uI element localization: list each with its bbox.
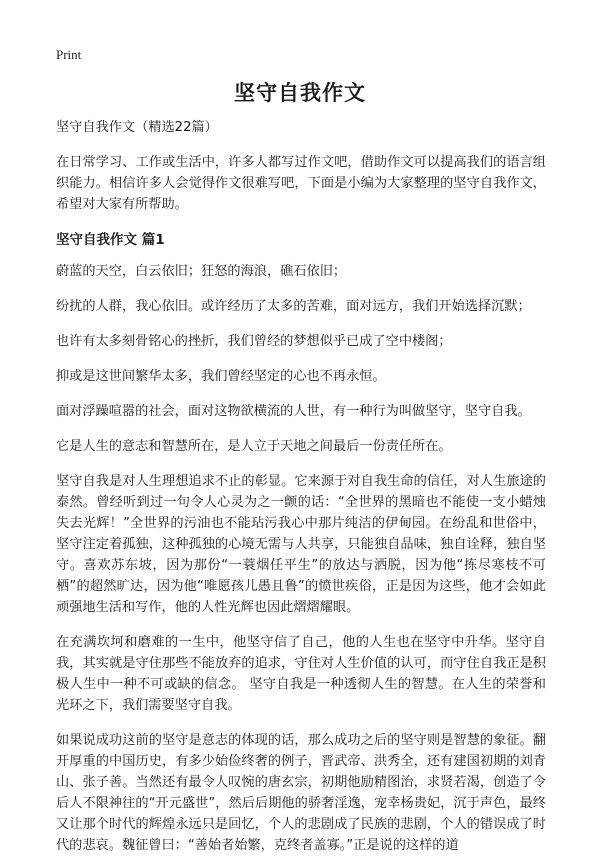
article-body: [56, 117, 546, 865]
paragraph: 面对浮躁喧嚣的社会，面对这物欲横流的人世，有一种行为叫做坚守，坚守自我。: [56, 404, 531, 419]
print-link[interactable]: Print: [56, 47, 82, 62]
paragraph: 它是人生的意志和智慧所在，是人立于天地之间最后一份责任所在。: [56, 439, 452, 454]
intro-paragraph: 在日常学习、工作或生活中，许多人都写过作文吧，借助作文可以提高我们的语言组织能力。相信许多人会觉得作文很难写吧，下面是小编为大家整理的坚守自我作文，希望对大家有所帮助。: [56, 155, 546, 212]
paragraph: 坚守自我是对人生理想追求不止的彰显。它来源于对自我生命的信任，对人生旅途的泰然。曾经听到过一句令人心灵为之一颤的话：“全世界的黑暗也不能使一支小蜡烛失去光辉！”全世界的污油也不能玷污我心中那片纯洁的伊甸园。在纷乱和世俗中，坚守注定着孤独，这种孤独的心境无需与人共享，只能独自品味，独自诠释，独自坚守。喜欢苏东坡，因为那份“一蓑烟任平生”的放达与洒脱，因为他“拣尽寒枝不可栖”的超然旷达，因为他“唯愿孩儿愚且鲁”的愤世疾俗，正是因为这些，他才会如此顽强地生活和写作，他的人性光辉也因此熠熠耀眼。: [56, 474, 546, 615]
paragraph: 在充满坎坷和磨难的一生中，他坚守信了自己，他的人生也在坚守中升华。坚守自我，其实就是守住那些不能放弃的追求，守住对人生价值的认可，而守住自我正是积极人生中一种不可或缺的信念。 坚守自我是一种透彻人生的智慧。在人生的荣誉和光环之下，我们需要坚守自我。: [56, 635, 546, 713]
paragraph: 纷扰的人群，我心依旧。或许经历了太多的苦难，面对远方，我们开始选择沉默；: [56, 299, 531, 314]
paragraph: 如果说成功这前的坚守是意志的体现的话，那么成功之后的坚守则是智慧的象征。翻开厚重的中国历史，有多少始俭终奢的例子，晋武帝、洪秀全，还有建国初期的刘青山、张子善。当然还有最令人叹惋的唐玄宗，初期他励精图治，求贤若渴，创造了令后人不限神往的“开元盛世”，然后后期他的骄奢淫逸，宠幸杨贵妃，沉于声色，最终又让那个时代的辉煌永远只是回忆，个人的悲剧成了民族的悲剧，个人的错误成了时代的悲哀。魏征曾曰：“善始者始繁，克终者盖寡。”正是说的这样的道: [56, 733, 546, 853]
paragraph: 抑或是这世间繁华太多，我们曾经坚定的心也不再永恒。: [56, 369, 386, 384]
page-title: 坚守自我作文: [234, 81, 366, 105]
article-subtitle: 坚守自我作文（精选22篇）: [56, 120, 218, 135]
paragraph: 蔚蓝的天空，白云依旧；狂怒的海浪，礁石依旧；: [56, 264, 347, 279]
paragraph: 也许有太多刻骨铭心的挫折，我们曾经的梦想似乎已成了空中楼阁；: [56, 334, 452, 349]
section-heading: 坚守自我作文 篇1: [56, 232, 165, 248]
